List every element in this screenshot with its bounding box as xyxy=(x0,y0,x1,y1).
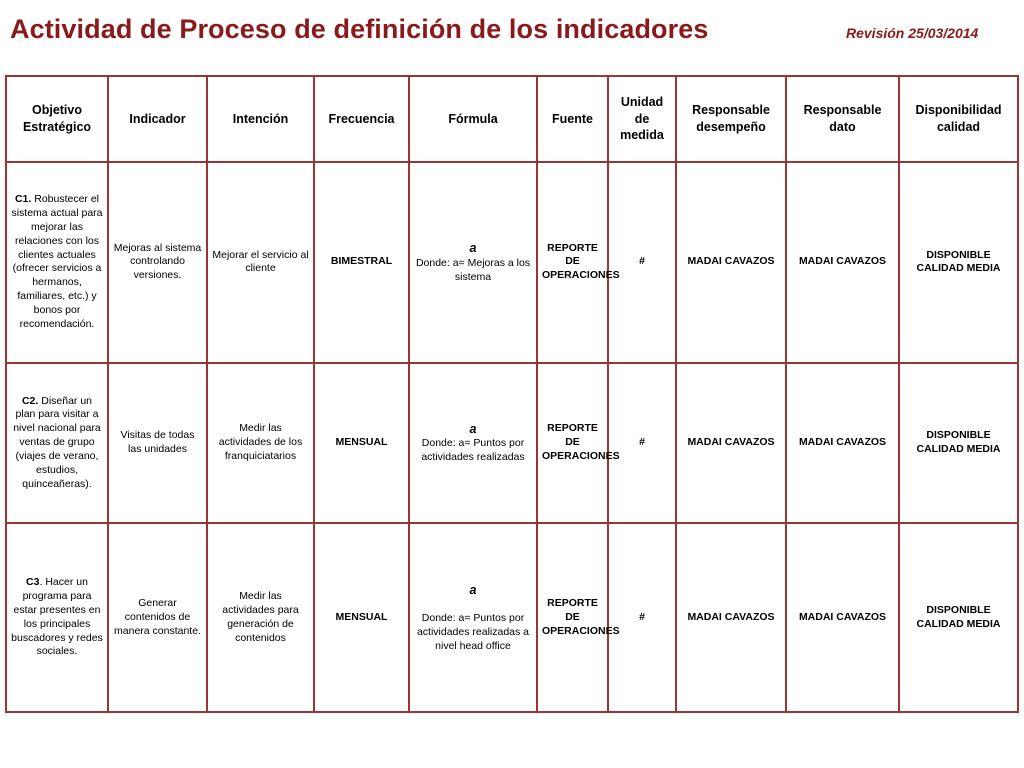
page-title: Actividad de Proceso de definición de los indicadores xyxy=(10,14,709,44)
source-cell: REPORTE DE OPERACIONES xyxy=(537,363,608,524)
unit-cell: # xyxy=(608,363,676,524)
table-row xyxy=(6,162,1018,363)
source-cell: REPORTE DE OPERACIONES xyxy=(537,162,608,363)
header-disponibilidad: Disponibilidad calidad xyxy=(899,76,1018,162)
resp-performance-cell: MADAI CAVAZOS xyxy=(676,523,786,712)
formula-cell xyxy=(409,162,537,363)
header-unidad: Unidad de medida xyxy=(608,76,676,162)
objective-cell xyxy=(6,523,108,712)
formula-cell xyxy=(409,363,537,524)
formula-cell xyxy=(409,523,537,712)
header-fuente: Fuente xyxy=(537,76,608,162)
revision-date: Revisión 25/03/2014 xyxy=(846,25,979,41)
formula-text: Donde: a= Puntos por actividades realizadas a nivel head office xyxy=(416,612,530,652)
header-frecuencia: Frecuencia xyxy=(314,76,409,162)
header-indicador: Indicador xyxy=(108,76,207,162)
availability-cell: DISPONIBLE CALIDAD MEDIA xyxy=(899,363,1018,524)
frequency-cell: MENSUAL xyxy=(314,363,409,524)
unit-cell: # xyxy=(608,523,676,712)
frequency-cell: BIMESTRAL xyxy=(314,162,409,363)
formula-variable: a xyxy=(469,241,477,256)
header-formula: Fórmula xyxy=(409,76,537,162)
header-responsable-dato: Responsable dato xyxy=(786,76,899,162)
resp-data-cell: MADAI CAVAZOS xyxy=(786,162,899,363)
table-row xyxy=(6,523,1018,712)
resp-data-cell: MADAI CAVAZOS xyxy=(786,363,899,524)
indicator-cell: Mejoras al sistema controlando versiones. xyxy=(108,162,207,363)
source-cell: REPORTE DE OPERACIONES xyxy=(537,523,608,712)
objective-code: C1. xyxy=(14,193,32,206)
table-row xyxy=(6,363,1018,524)
formula-variable: a xyxy=(469,421,477,436)
objective-text: . Hacer un programa para estar presentes en los principales buscadores y redes sociales. xyxy=(11,576,103,658)
formula-variable: a xyxy=(469,582,477,597)
formula-text: Donde: a= Puntos por actividades realizadas xyxy=(421,437,525,464)
resp-data-cell: MADAI CAVAZOS xyxy=(786,523,899,712)
formula-text: Donde: a= Mejoras a los sistema xyxy=(415,256,531,283)
objective-text: Diseñar un plan para visitar a nivel nacional para ventas de grupo (viajes de verano, estudios, quinceañeras). xyxy=(13,394,101,490)
resp-performance-cell: MADAI CAVAZOS xyxy=(676,363,786,524)
header-responsable-desempeno: Responsable desempeño xyxy=(676,76,786,162)
objective-cell xyxy=(6,162,108,363)
objective-cell xyxy=(6,363,108,524)
objective-text: Robustecer el sistema actual para mejorar las relaciones con los clientes actuales (ofrecer servicios a hermanos, familiares, etc.) y bonos por recomendación. xyxy=(11,193,103,330)
availability-cell: DISPONIBLE CALIDAD MEDIA xyxy=(899,523,1018,712)
indicator-cell: Visitas de todas las unidades xyxy=(108,363,207,524)
availability-cell: DISPONIBLE CALIDAD MEDIA xyxy=(899,162,1018,363)
frequency-cell: MENSUAL xyxy=(314,523,409,712)
intention-cell: Medir las actividades para generación de contenidos xyxy=(207,523,314,712)
indicator-cell: Generar contenidos de manera constante. xyxy=(108,523,207,712)
unit-cell: # xyxy=(608,162,676,363)
table-header-row xyxy=(6,76,1018,162)
intention-cell: Mejorar el servicio al cliente xyxy=(207,162,314,363)
header-intencion: Intención xyxy=(207,76,314,162)
objective-code: C2. xyxy=(21,394,39,407)
intention-cell: Medir las actividades de los franquiciatarios xyxy=(207,363,314,524)
indicators-table xyxy=(5,75,1019,713)
objective-code: C3 xyxy=(26,576,40,589)
resp-performance-cell: MADAI CAVAZOS xyxy=(676,162,786,363)
header-objetivo: Objetivo Estratégico xyxy=(6,76,108,162)
